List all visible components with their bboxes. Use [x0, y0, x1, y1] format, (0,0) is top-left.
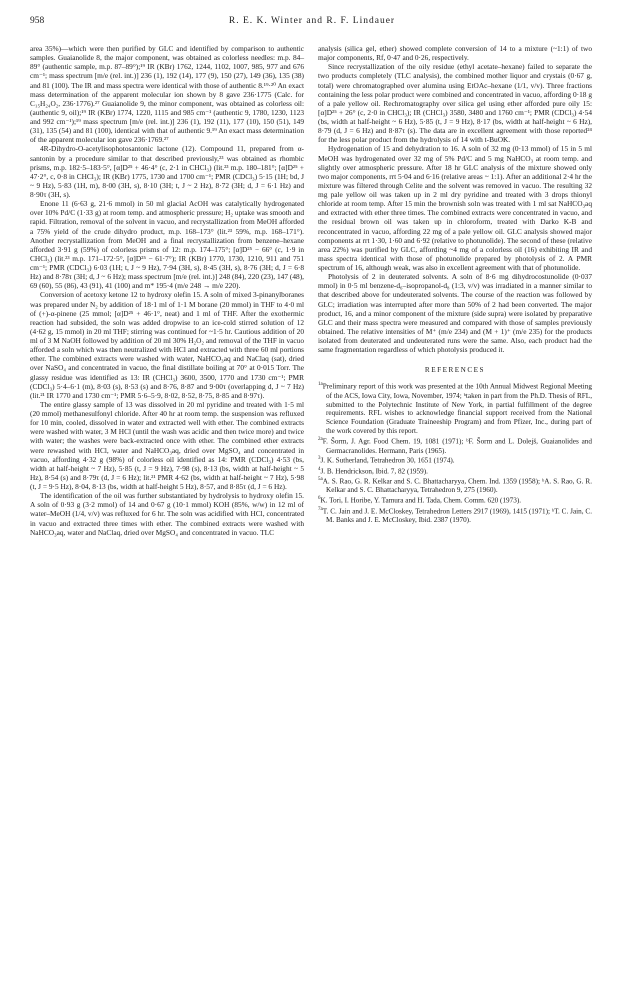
left-column [30, 44, 304, 537]
reference-number: 3 [318, 456, 321, 462]
paragraph: Enone 11 (6·63 g, 21·6 mmol) in 50 ml glacial AcOH was catalytically hydrogenated over 10% Pd/C (1·33 g) at room temp. and atmospheric pressure; H₂ uptake was smooth and rapid. Filtration, removal of the solvent in vacuo, and recrystallization from MeOH afforded a 75% yield of the crude dihydro product, m.p. 168–173° (lit.²³ 59%, m.p. 168–171°). Another recrystallization from MeOH and a final recrystallization from benzene–hexane afforded 3·91 g (59%) of colorless prisms of 12: m.p. 174–175°; [α]D²⁵ − 66° (c, 1·9 in CHCl₃) (lit.²³ m.p. 171–172·5°, [α]D²⁵ − 61·7°); IR (KBr) 1770, 1730, 1210, 911 and 751 cm⁻¹; PMR (CDCl₃) 6·03 (1H; t, J ~ 9 Hz), 7·94 (3H, s), 8·45 (3H, s), 8·76 (3H; d, J = 6·8 Hz) and 8·78τ (3H; d, J ~ 6 Hz); mass spectrum [m/e (rel. int.)] 248 (84), 220 (23), 147 (48), 69 (60), 55 (86), 43 (91), 41 (100) and m* 195·4 (m/e 248 → m/e 220). [30, 199, 304, 291]
paragraph: area 35%)—which were then purified by GLC and identified by comparison to authentic samples. Guaianolide 8, the major component, was obtained as colorless needles: m.p. 84–89° (authentic sample, m.p. 87–89°);¹⁹ IR (KBr) 1762, 1244, 1102, 1007, 985, 977 and 676 cm⁻¹; mass spectrum [m/e (rel. int.)] 236 (1), 192 (14), 177 (9), 150 (27), 149 (36), 135 (38) and 81 (100). The IR and mass spectra were identical with those of authentic 8.¹⁹·²⁰ An exact mass determination of the apparent molecular ion shown by 8 gave 236·1775 (Calc. for C₁₅H₂₄O₂, 236·1776).²⁷ Guaianolide 9, the minor component, was obtained as colorless oil: (authentic 9, oil);¹⁹ IR (KBr) 1774, 1220, 1115 and 985 cm⁻¹ (authentic 9, 1780, 1230, 1123 and 992 cm⁻¹);¹⁹ mass spectrum [m/e (rel. int.)] 236 (1), 192 (11), 177 (10), 150 (51), 149 (31), 135 (54) and 81 (100), identical with that of authentic 9.¹⁹ An exact mass determination of the apparent molecular ion gave 236·1769.²⁷ [30, 44, 304, 145]
reference-number: 1a [318, 382, 323, 388]
reference-text: F. Šorm, J. Agr. Food Chem. 19, 1081 (1971); ᵇF. Šorm and L. Dolejš, Guaianolides and Germacranolides. Hermann, Paris (1965). [322, 437, 592, 455]
running-title: R. E. K. Winter and R. F. Lindauer [228, 16, 396, 26]
paragraph: Hydrogenation of 15 and dehydration to 16. A soln of 32 mg (0·13 mmol) of 15 in 5 ml MeOH was hydrogenated over 32 mg of 5% Pd/C and 5 mg NaHCO₃ at room temp. and slightly over atmospheric pressure. After 18 hr GLC analysis of the mixture showed only two major components, rrt 5·04 and 6·16 (relative areas ~ 1:1). After an additional 2·4 hr the mixture was filtered through Celite and the solvent was removed in vacuo. The resulting 32 mg pale yellow oil was taken up in 2 ml dry pyridine and treated with 3 drops thionyl chloride at room temp. After 15 min the brownish soln was treated with 1 ml sat NaHCO₃aq and extracted with ether three times. The combined extracts were concentrated in vacuo, and the residual brown oil was taken up in chloroform, treated with Darko K-B and reconcentrated in vacuo, affording 22 mg of a pale yellow oil. GLC analysis showed major components at rrt 1·30, 1·60 and 6·92 (relative to photunolide). The second of these (relative area 22%) was purified by GLC, affording ~4 mg of a colorless oil (16) exhibiting IR and mass spectra identical with those of photunolide prepared by photolysis of 2. A PMR spectrum of 16, although weak, was also in excellent agreement with that of photunolide. [318, 144, 592, 272]
reference-number: 2a [318, 437, 323, 443]
reference-number: 5a [318, 477, 323, 482]
paragraph: Conversion of acetoxy ketone 12 to hydroxy olefin 15. A soln of mixed 3-pinanylboranes was prepared under N₂ by addition of 18·1 ml of 1·1 M borane (20 mmol) in THF to 4·0 ml of (+)-α-pinene (25 mmol; [α]D²⁵ + 46·1°, neat) and 1 ml of THF. After the exothermic reaction had subsided, the soln was added dropwise to an ice-cold stirred solution of 12 (4·62 g, 15 mmol) in 20 ml THF; stirring was continued for ~1·5 hr. Cautious addition of 20 ml of 3 M NaOH followed by addition of 20 ml 30% H₂O₂ and removal of the THF in vacuo afforded a soln which was then neutralized with HCl and extracted with three 60 ml portions ether. The combined extracts were washed with water, NaHCO₃aq and NaClaq (sat), dried over NaSO₄ and concentrated in vacuo, the final distillate boiling at 70° at 0·015 Torr. The glassy residue was identified as 13: IR (CHCl₃) 3600, 3500, 1770 and 1730 cm⁻¹; PMR (CDCl₃) 5·4–6·1 (m), 8·03 (s), 8·53 (s) and 8·76, 8·87 and 9·00τ (overlapping d, J ~ 7 Hz) (lit.²¹ IR 1770 and 1730 cm⁻¹; PMR 5·6–5·9, 8·02, 8·52, 8·75, 8·85 and 8·97τ). [30, 290, 304, 400]
reference-item [318, 506, 592, 525]
paragraph: The identification of the oil was further substantiated by hydrolysis to hydroxy olefin 15. A soln of 0·93 g (3·2 mmol) of 14 and 0·67 g (10·1 mmol) KOH (85%, w/w) in 12 ml of water–MeOH (1/4, v/v) was refluxed for 6 hr. The soln was acidified with HCl, concentrated in vacuo and extracted three times with ether. The combined extracts were washed with NaHCO₃aq, water and NaClaq, dried over MgSO₄ and concentrated in vacuo. TLC [30, 491, 304, 537]
reference-number: 4 [318, 466, 321, 472]
reference-item [318, 436, 592, 455]
reference-number: 6 [318, 496, 321, 502]
reference-text: K. Tori, I. Horibe, Y. Tamura and H. Tada, Chem. Comm. 620 (1973). [320, 496, 522, 505]
reference-item [318, 476, 592, 495]
paragraph: The entire glassy sample of 13 was dissolved in 20 ml pyridine and treated with 1·5 ml (20 mmol) methanesulfonyl chloride. After 40 hr at room temp. the suspension was refluxed for 10 min, cooled, dissolved in water and extracted well with ether. The combined extracts were washed with water, 3 M HCl (until the wash was acidic and then twice more) and twice with water; the washes were back-extracted once with ether. The combined ether extracts were rewashed with HCl, water and NaHCO₃aq, dried over MgSO₄ and concentrated in vacuo, affording 4·32 g (98%) of colorless oil identified as 14: PMR (CDCl₃) 4·53 (bs, width at half-height ~ 7 Hz), 5·85 (t, J = 9 Hz), 7·98 (s), 8·13 (bs, width at half-height ~ 5 Hz), 8·54 (s) and 8·79τ (d, J = 6 Hz); lit.²¹ PMR 4·62 (bs, width at half-height ~ 7 Hz), 5·98 (t, J = 9·5 Hz), 8·04, 8·13 (bs, width at half-height 5 Hz), 8·57, and 8·85τ (d, J = 6 Hz). [30, 399, 304, 491]
references-heading: REFERENCES [424, 366, 486, 375]
reference-text: T. C. Jain and J. E. McCloskey, Tetrahedron Letters 2917 (1969), 1415 (1971); ᵇT. C. Jain, C. M. Banks and J. E. McCloskey, Ibid. 2387 (1970). [322, 506, 592, 524]
reference-item [318, 466, 592, 476]
paragraph: analysis (silica gel, ether) showed complete conversion of 14 to a mixture (~1:1) of two major components, Rf, 0·47 and 0·26, respectively. [318, 44, 592, 63]
paragraph: Since recrystallization of the oily residue (ethyl acetate–hexane) failed to separate the two products completely (TLC analysis), the combined mother liquor and crystais (0·67 g, total) were chromatographed over alumina using EtOAc–hexane (1/1, v/v). Three fractions containing the less polar product were combined and concentrated in vacuo, affording 0·18 g of a pale yellow oil. Rechromatography over silica gel using ether afforded pure oily 15: [α]D²⁵ + 26° (c, 2·0 in CHCl₃); IR (CHCl₃) 3580, 3480 and 1760 cm⁻¹; PMR (CDCl₃) 4·54 (bs, width at half-height ~ 6 Hz), 5·85 (t, J = 9 Hz), 8·17 (bs, width at half-height ~ 6 Hz), 8·79 (d, J = 6 Hz) and 8·87τ (s). The data are in excellent agreement with those reported²⁴ for the less polar product from the hydrolysis of 14 with t-BuOK. [318, 62, 592, 145]
paragraph: 4R-Dihydro-O-acetylisophotosantonic lactone (12). Compound 11, prepared from α-santonin by a procedure similar to that described previously,²³ was obtained as rhombic prisms, m.p. 182·5–183·5°, [α]D²⁵ + 46·4° (c, 2·1 in CHCl₃) (lit.²³ m.p. 180–181°; [α]D²⁵ + 47·2°, c, 0·8 in CHCl₃); IR (KBr) 1775, 1730 and 1700 cm⁻¹; PMR (CDCl₃) 5·15 (1H; bd, J ~ 9 Hz), 5·83 (1H, m), 8·00 (3H, s), 8·10 (3H; t, J ~ 2 Hz), 8·72 (3H; d, J = 6·1 Hz) and 8·90τ (3H, s). [30, 144, 304, 199]
right-column [318, 44, 592, 525]
paragraph: Photolysis of 2 in deuterated solvents. A soln of 8·6 mg dihydrocostunolide (0·037 mmol) in 0·5 ml benzene-d₆–isopropanol-d₈ (1:3, v/v) was irradiated in a manner similar to that described above for undeuterated solvents. The course of the reaction was followed by GLC; irradiation was interrupted after more than 50% of 2 had been converted. The major product, 16, and a minor component of the mixture (side supra) were isolated by preparative GLC and their mass spectra were measured and compared with those of samples previously obtained. The relative intensities of M⁺ (m/e 234) and (M + 1)⁺ (m/e 235) for the products isolated from deuterated and undeuterated runs were the same. Also, each product had the same fragmentation regardless of which photolysis produced it. [318, 272, 592, 355]
reference-text: Preliminary report of this work was presented at the 10th Annual Midwest Regional Meeting of the ACS, Iowa City, Iowa, November, 1974; ᵇtaken in part from the Ph.D. Thesis of RFL, submitted to the Polytechnic Institute of New York, in partial fulfillment of the degree requirements. RFL wishes to acknowledge financial support received from the National Science Foundation (Graduate Traineeship Program) and from Pfizer, Inc., during part of the work covered by this report. [322, 382, 592, 436]
reference-item [318, 381, 592, 436]
page-number: 958 [30, 16, 45, 26]
reference-text: A. S. Rao, G. R. Kelkar and S. C. Bhattacharyya, Chem. Ind. 1359 (1958); ᵇA. S. Rao, G. R. Kelkar and S. C. Bhattacharyya, Tetrahedron 9, 275 (1960). [322, 477, 592, 495]
reference-text: J. K. Sutherland, Tetrahedron 30, 1651 (1974). [320, 456, 455, 465]
reference-item [318, 455, 592, 465]
running-header [30, 16, 594, 32]
reference-text: J. B. Hendrickson, Ibid. 7, 82 (1959). [320, 467, 428, 476]
reference-number: 7a [318, 506, 323, 512]
reference-item [318, 495, 592, 505]
